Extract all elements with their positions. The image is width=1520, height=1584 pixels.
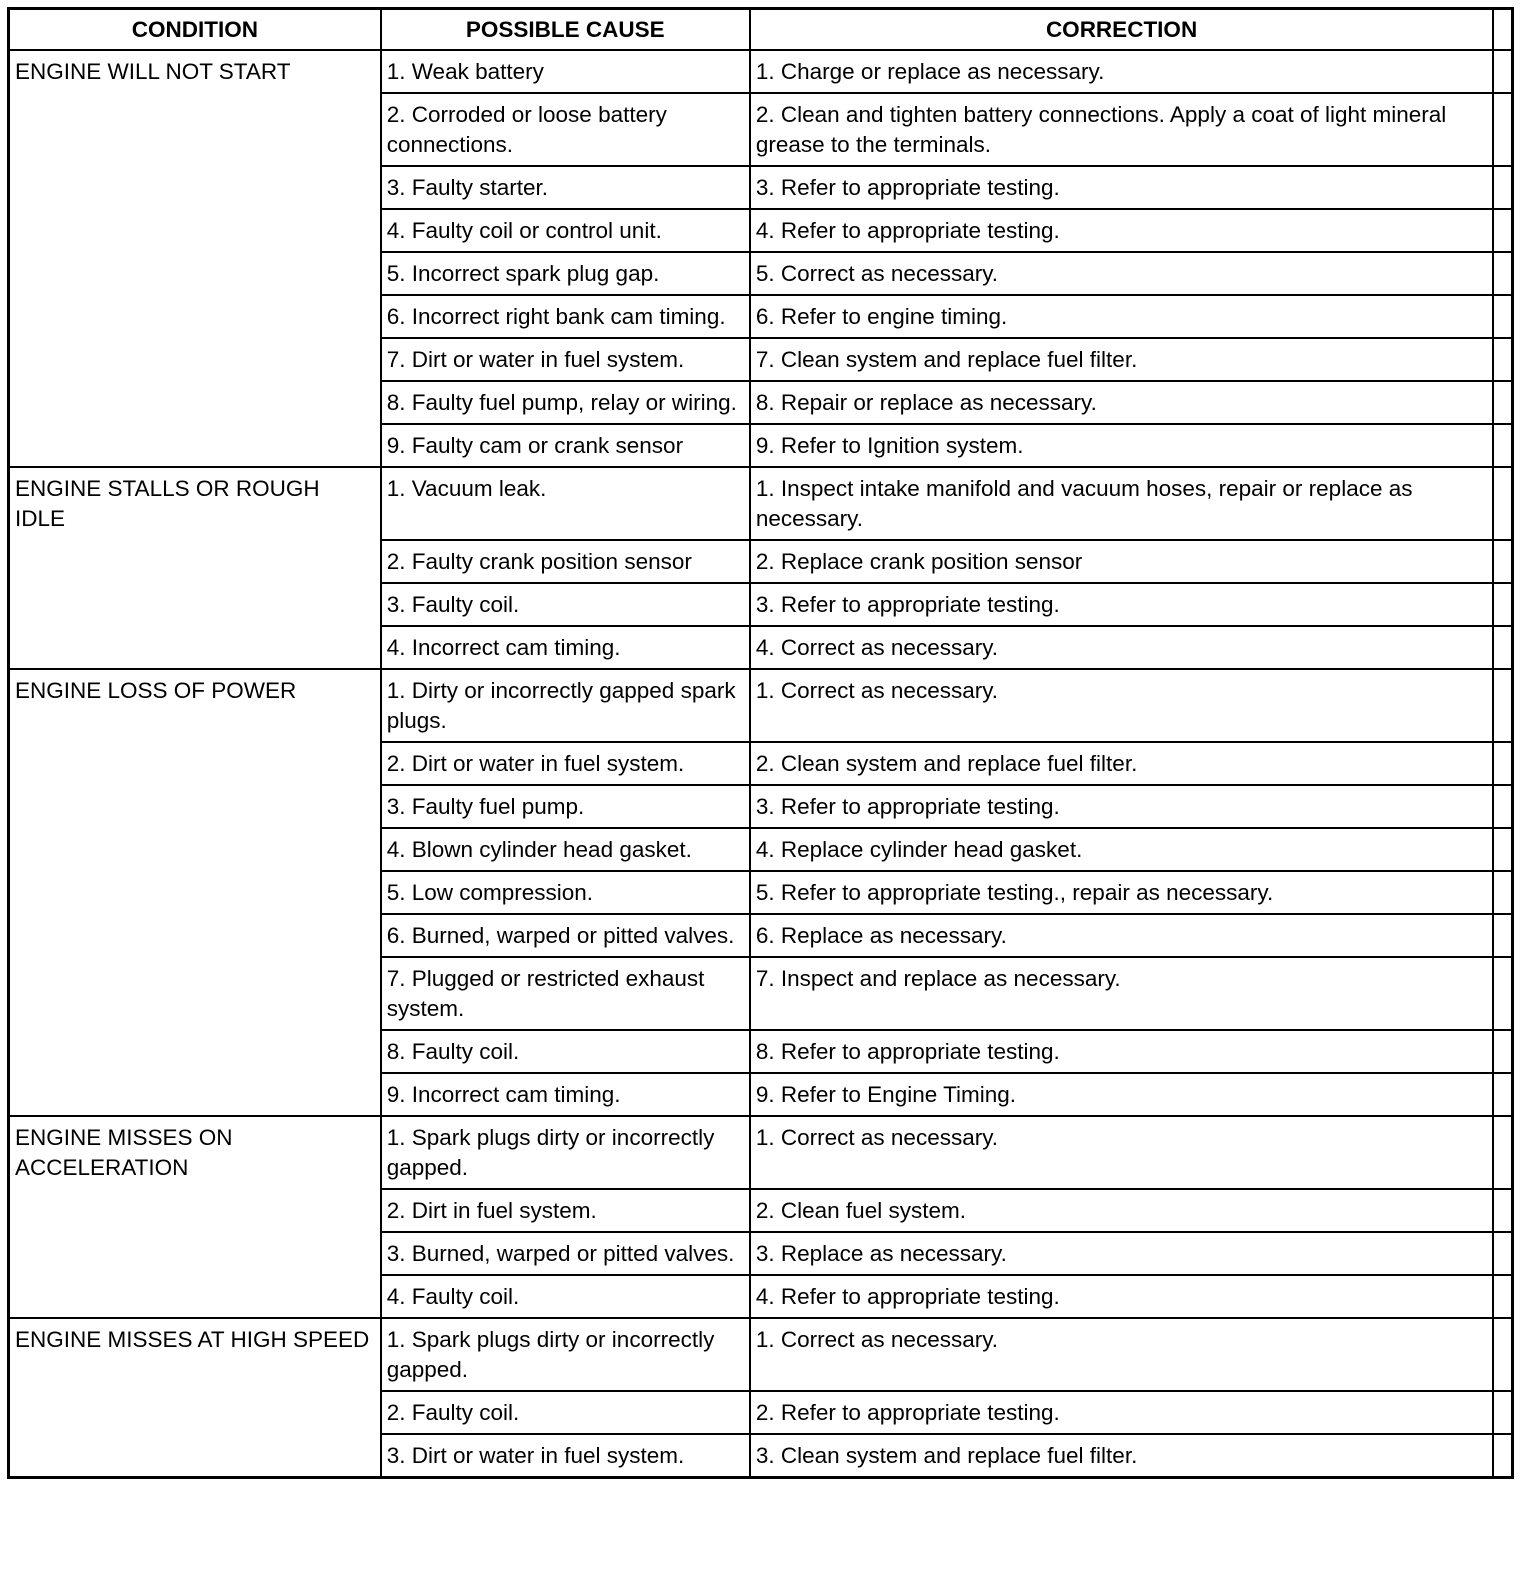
- correction-cell: 8. Refer to appropriate testing.: [750, 1030, 1493, 1073]
- blank-column-cell: [1493, 252, 1512, 295]
- blank-column-cell: [1493, 1275, 1512, 1318]
- correction-cell: 3. Clean system and replace fuel filter.: [750, 1434, 1493, 1478]
- possible-cause-cell: 8. Faulty coil.: [381, 1030, 750, 1073]
- possible-cause-cell: 9. Incorrect cam timing.: [381, 1073, 750, 1116]
- correction-cell: 6. Refer to engine timing.: [750, 295, 1493, 338]
- correction-cell: 3. Refer to appropriate testing.: [750, 785, 1493, 828]
- possible-cause-cell: 3. Faulty fuel pump.: [381, 785, 750, 828]
- header-condition: CONDITION: [9, 9, 381, 51]
- possible-cause-cell: 1. Vacuum leak.: [381, 467, 750, 540]
- possible-cause-cell: 1. Weak battery: [381, 50, 750, 93]
- correction-cell: 5. Refer to appropriate testing., repair as necessary.: [750, 871, 1493, 914]
- blank-column-cell: [1493, 295, 1512, 338]
- possible-cause-cell: 5. Incorrect spark plug gap.: [381, 252, 750, 295]
- blank-column-cell: [1493, 1073, 1512, 1116]
- condition-cell: ENGINE WILL NOT START: [9, 50, 381, 467]
- table-row: [9, 1116, 1513, 1189]
- possible-cause-cell: 2. Corroded or loose battery connections.: [381, 93, 750, 166]
- possible-cause-cell: 7. Dirt or water in fuel system.: [381, 338, 750, 381]
- correction-cell: 5. Correct as necessary.: [750, 252, 1493, 295]
- correction-cell: 9. Refer to Engine Timing.: [750, 1073, 1493, 1116]
- correction-cell: 2. Clean and tighten battery connections. Apply a coat of light mineral grease to the terminals.: [750, 93, 1493, 166]
- blank-column-cell: [1493, 1318, 1512, 1391]
- blank-column-cell: [1493, 626, 1512, 669]
- blank-column-cell: [1493, 669, 1512, 742]
- possible-cause-cell: 4. Blown cylinder head gasket.: [381, 828, 750, 871]
- blank-column-cell: [1493, 1232, 1512, 1275]
- blank-column-cell: [1493, 424, 1512, 467]
- header-blank-column: [1493, 9, 1512, 51]
- blank-column-cell: [1493, 338, 1512, 381]
- correction-cell: 1. Correct as necessary.: [750, 1116, 1493, 1189]
- possible-cause-cell: 2. Faulty crank position sensor: [381, 540, 750, 583]
- blank-column-cell: [1493, 166, 1512, 209]
- blank-column-cell: [1493, 540, 1512, 583]
- possible-cause-cell: 4. Incorrect cam timing.: [381, 626, 750, 669]
- header-row: [9, 9, 1513, 51]
- blank-column-cell: [1493, 381, 1512, 424]
- correction-cell: 1. Inspect intake manifold and vacuum hoses, repair or replace as necessary.: [750, 467, 1493, 540]
- blank-column-cell: [1493, 50, 1512, 93]
- possible-cause-cell: 1. Dirty or incorrectly gapped spark plugs.: [381, 669, 750, 742]
- blank-column-cell: [1493, 583, 1512, 626]
- possible-cause-cell: 2. Faulty coil.: [381, 1391, 750, 1434]
- table-row: [9, 467, 1513, 540]
- possible-cause-cell: 1. Spark plugs dirty or incorrectly gapped.: [381, 1116, 750, 1189]
- correction-cell: 3. Refer to appropriate testing.: [750, 583, 1493, 626]
- blank-column-cell: [1493, 1434, 1512, 1478]
- correction-cell: 4. Replace cylinder head gasket.: [750, 828, 1493, 871]
- table-row: [9, 1318, 1513, 1391]
- condition-cell: ENGINE MISSES AT HIGH SPEED: [9, 1318, 381, 1478]
- possible-cause-cell: 9. Faulty cam or crank sensor: [381, 424, 750, 467]
- possible-cause-cell: 6. Incorrect right bank cam timing.: [381, 295, 750, 338]
- correction-cell: 1. Correct as necessary.: [750, 1318, 1493, 1391]
- correction-cell: 7. Inspect and replace as necessary.: [750, 957, 1493, 1030]
- correction-cell: 2. Clean fuel system.: [750, 1189, 1493, 1232]
- possible-cause-cell: 8. Faulty fuel pump, relay or wiring.: [381, 381, 750, 424]
- possible-cause-cell: 7. Plugged or restricted exhaust system.: [381, 957, 750, 1030]
- table-row: [9, 50, 1513, 93]
- diagnosis-table: [7, 7, 1514, 1479]
- correction-cell: 8. Repair or replace as necessary.: [750, 381, 1493, 424]
- possible-cause-cell: 1. Spark plugs dirty or incorrectly gapped.: [381, 1318, 750, 1391]
- blank-column-cell: [1493, 1030, 1512, 1073]
- correction-cell: 6. Replace as necessary.: [750, 914, 1493, 957]
- possible-cause-cell: 3. Faulty starter.: [381, 166, 750, 209]
- correction-cell: 4. Refer to appropriate testing.: [750, 1275, 1493, 1318]
- header-possible-cause: POSSIBLE CAUSE: [381, 9, 750, 51]
- condition-cell: ENGINE MISSES ON ACCELERATION: [9, 1116, 381, 1318]
- diagnosis-document: [7, 7, 1514, 1479]
- possible-cause-cell: 3. Faulty coil.: [381, 583, 750, 626]
- possible-cause-cell: 6. Burned, warped or pitted valves.: [381, 914, 750, 957]
- correction-cell: 4. Correct as necessary.: [750, 626, 1493, 669]
- condition-cell: ENGINE STALLS OR ROUGH IDLE: [9, 467, 381, 669]
- possible-cause-cell: 4. Faulty coil.: [381, 1275, 750, 1318]
- blank-column-cell: [1493, 785, 1512, 828]
- possible-cause-cell: 2. Dirt or water in fuel system.: [381, 742, 750, 785]
- blank-column-cell: [1493, 1391, 1512, 1434]
- correction-cell: 2. Replace crank position sensor: [750, 540, 1493, 583]
- blank-column-cell: [1493, 957, 1512, 1030]
- possible-cause-cell: 2. Dirt in fuel system.: [381, 1189, 750, 1232]
- blank-column-cell: [1493, 871, 1512, 914]
- header-correction: CORRECTION: [750, 9, 1493, 51]
- blank-column-cell: [1493, 93, 1512, 166]
- correction-cell: 4. Refer to appropriate testing.: [750, 209, 1493, 252]
- blank-column-cell: [1493, 1116, 1512, 1189]
- blank-column-cell: [1493, 914, 1512, 957]
- correction-cell: 1. Charge or replace as necessary.: [750, 50, 1493, 93]
- table-body: [9, 50, 1513, 1478]
- blank-column-cell: [1493, 467, 1512, 540]
- correction-cell: 1. Correct as necessary.: [750, 669, 1493, 742]
- possible-cause-cell: 4. Faulty coil or control unit.: [381, 209, 750, 252]
- correction-cell: 9. Refer to Ignition system.: [750, 424, 1493, 467]
- correction-cell: 2. Refer to appropriate testing.: [750, 1391, 1493, 1434]
- table-row: [9, 669, 1513, 742]
- blank-column-cell: [1493, 1189, 1512, 1232]
- condition-cell: ENGINE LOSS OF POWER: [9, 669, 381, 1116]
- blank-column-cell: [1493, 209, 1512, 252]
- blank-column-cell: [1493, 742, 1512, 785]
- correction-cell: 7. Clean system and replace fuel filter.: [750, 338, 1493, 381]
- blank-column-cell: [1493, 828, 1512, 871]
- possible-cause-cell: 5. Low compression.: [381, 871, 750, 914]
- correction-cell: 2. Clean system and replace fuel filter.: [750, 742, 1493, 785]
- correction-cell: 3. Replace as necessary.: [750, 1232, 1493, 1275]
- possible-cause-cell: 3. Dirt or water in fuel system.: [381, 1434, 750, 1478]
- possible-cause-cell: 3. Burned, warped or pitted valves.: [381, 1232, 750, 1275]
- correction-cell: 3. Refer to appropriate testing.: [750, 166, 1493, 209]
